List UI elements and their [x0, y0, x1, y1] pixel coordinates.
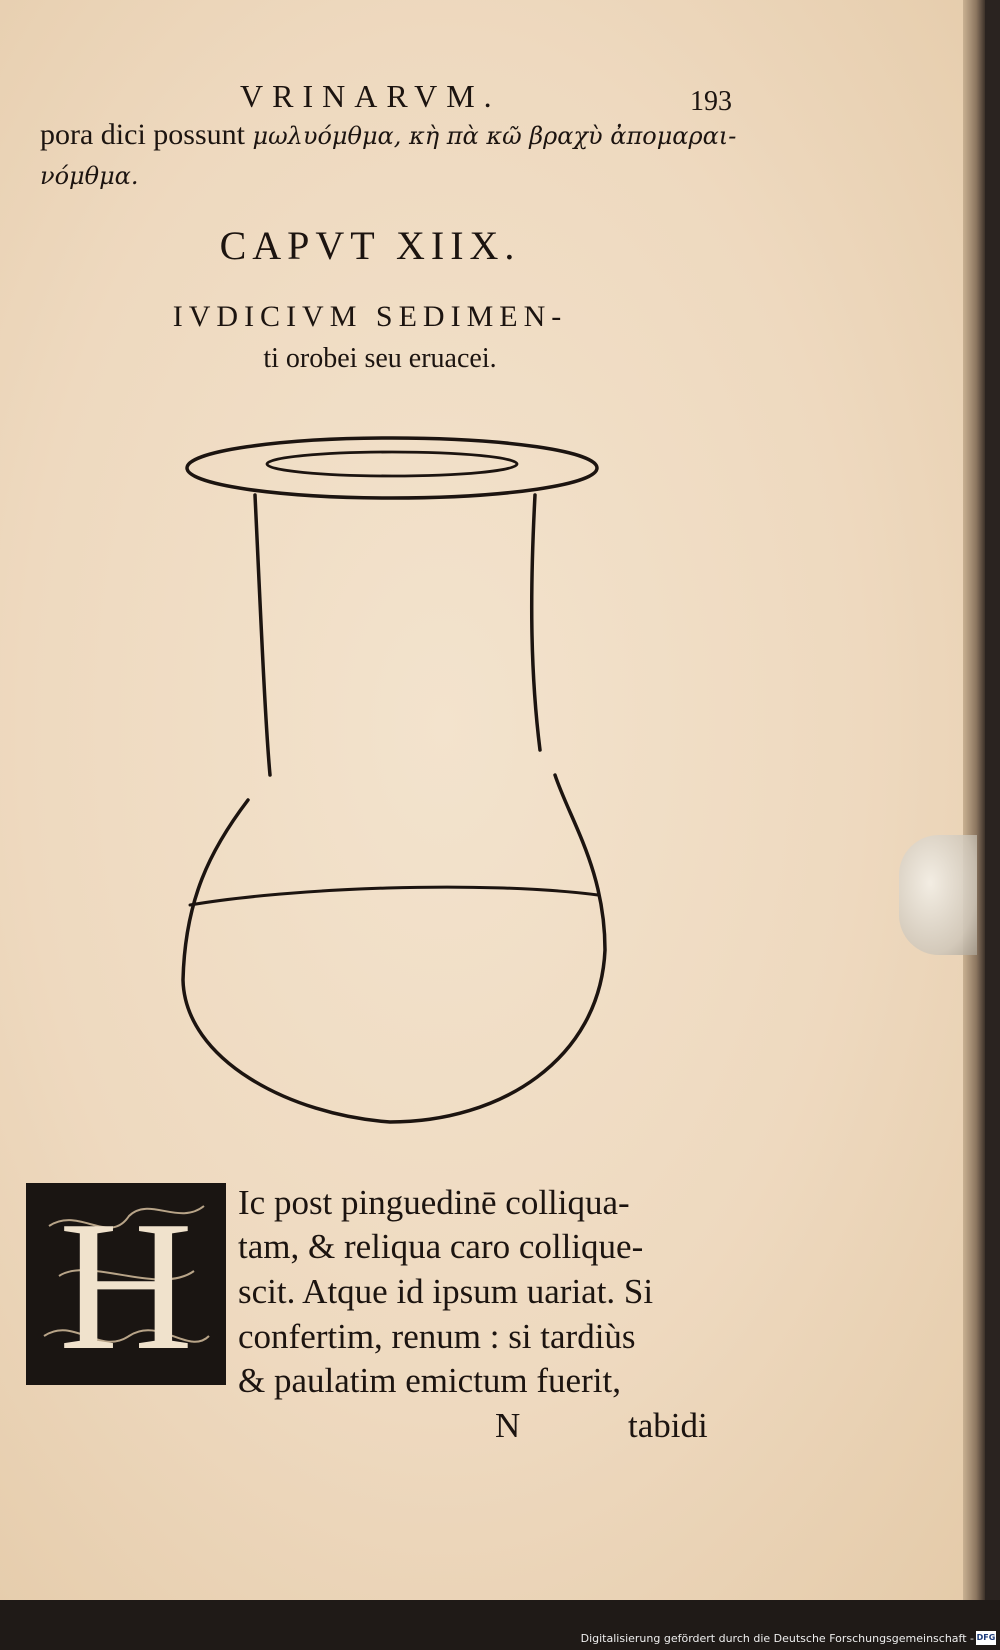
- running-head: VRINARVM.: [240, 78, 501, 114]
- initial-letter: H: [58, 1183, 194, 1389]
- flask-neck-right: [532, 495, 540, 750]
- greek-line-1: [40, 118, 736, 152]
- flask-neck-left: [255, 495, 270, 775]
- body-line-1: Ic post pinguedinē colliqua-: [238, 1183, 630, 1222]
- page-fore-edge: [963, 0, 985, 1615]
- signature-mark: N: [495, 1406, 521, 1445]
- body-line-2: tam, & reliqua caro collique-: [238, 1227, 644, 1266]
- flask-rim-inner: [267, 452, 517, 476]
- page-clip: [899, 835, 977, 955]
- body-line-4: confertim, renum : si tardiùs: [238, 1317, 636, 1356]
- body-line-5: & paulatim emictum fuerit,: [238, 1361, 621, 1400]
- footer-credit: Digitalisierung gefördert durch die Deutsche Forschungsgemeinschaft -: [580, 1632, 974, 1645]
- page-number: 193: [690, 86, 732, 117]
- greek-line-greek-cont: νόμθμα.: [40, 162, 139, 190]
- dfg-logo: DFG: [976, 1631, 996, 1645]
- subheading-line-1: IVDICIVM SEDIMEN-: [172, 300, 568, 333]
- catchword: tabidi: [628, 1406, 708, 1445]
- body-line-3: scit. Atque id ipsum uariat. Si: [238, 1272, 654, 1311]
- urine-flask-illustration: [180, 420, 640, 1140]
- chapter-title: CAPVT XIIX.: [219, 223, 521, 268]
- greek-line-latin: pora dici possunt: [40, 118, 245, 151]
- flask-bowl: [183, 775, 605, 1122]
- greek-line-greek: μωλυόμθμα, κὴ πὰ κῶ βραχὺ ἀπομαραι-: [252, 122, 737, 150]
- flask-sediment-line: [190, 887, 598, 905]
- greek-line-2: [40, 158, 139, 192]
- decorated-initial: [26, 1183, 226, 1389]
- flask-rim: [187, 438, 597, 498]
- subheading-line-2: ti orobei seu eruacei.: [263, 343, 497, 374]
